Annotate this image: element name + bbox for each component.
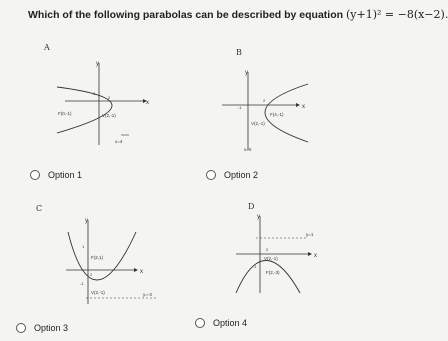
option-1-radio[interactable] bbox=[30, 170, 40, 180]
graph-d-label: D bbox=[248, 202, 255, 211]
graph-b-tick-top: 2 bbox=[263, 98, 266, 103]
graph-c-vertex-label: V(2,-1) bbox=[91, 290, 105, 295]
graph-a-vertex-label: V(2,-1) bbox=[102, 113, 116, 118]
graph-b bbox=[200, 60, 310, 160]
graph-c bbox=[48, 212, 163, 312]
graph-d-focus-label: F(2,-3) bbox=[266, 270, 280, 275]
graph-a-x-label: x bbox=[146, 100, 149, 106]
graph-c-label: C bbox=[36, 204, 43, 213]
graph-d-y-label: y bbox=[257, 214, 260, 220]
option-1-label: Option 1 bbox=[48, 170, 83, 180]
graph-c-tick-x: 2 bbox=[90, 272, 93, 277]
graph-c-focus-label: F(2,1) bbox=[91, 255, 104, 260]
question-equation: (y+1)² = −8(x−2). bbox=[345, 8, 448, 21]
graph-d-tick-left: -1 bbox=[253, 264, 257, 269]
graph-b-y-label: y bbox=[245, 70, 248, 76]
graph-d-tick-x: 2 bbox=[266, 247, 269, 252]
question-text bbox=[28, 7, 448, 23]
graph-c-tick-left: -1 bbox=[80, 281, 84, 286]
graph-a-y-label: y bbox=[96, 61, 99, 67]
graph-c-y-label: y bbox=[85, 218, 88, 224]
option-3-radio[interactable] bbox=[16, 323, 26, 333]
graph-a-tick-right: 2 bbox=[108, 95, 111, 100]
graph-d-directrix-label: y=1 bbox=[306, 232, 314, 237]
graph-c-directrix-label: y=-3 bbox=[143, 292, 152, 297]
graph-d bbox=[226, 208, 326, 298]
option-3-label: Option 3 bbox=[34, 323, 69, 333]
option-4-label: Option 4 bbox=[213, 318, 248, 328]
graph-d-x-label: x bbox=[314, 253, 317, 259]
graph-b-label: B bbox=[236, 48, 242, 57]
option-1[interactable] bbox=[30, 170, 82, 180]
graph-d-vertex-label: V(2,-1) bbox=[264, 256, 278, 261]
graph-b-directrix-label: x=0 bbox=[244, 147, 252, 152]
graph-b-vertex-label: V(2,-1) bbox=[251, 121, 265, 126]
option-4[interactable] bbox=[195, 318, 247, 328]
graph-b-focus-label: F(4,-1) bbox=[270, 112, 284, 117]
option-2-radio[interactable] bbox=[206, 170, 216, 180]
graph-a-label: A bbox=[44, 43, 50, 52]
option-3[interactable] bbox=[16, 323, 68, 333]
graph-c-tick-y: 1 bbox=[82, 244, 85, 249]
option-2-label: Option 2 bbox=[224, 170, 259, 180]
graph-a-directrix-label: x=4 bbox=[115, 139, 123, 144]
option-2[interactable] bbox=[206, 170, 258, 180]
question-prompt: Which of the following parabolas can be described by equation bbox=[28, 9, 344, 21]
graph-b-x-arrow bbox=[296, 103, 300, 107]
graph-c-x-label: x bbox=[140, 269, 143, 275]
graph-d-parabola bbox=[236, 261, 300, 294]
option-4-radio[interactable] bbox=[195, 318, 205, 328]
graph-c-x-arrow bbox=[134, 268, 138, 272]
graph-b-x-label: x bbox=[302, 104, 305, 110]
graph-a-tick-vertex: -1 bbox=[92, 91, 96, 96]
graph-b-tick-left: -1 bbox=[238, 105, 242, 110]
graph-a-focus-label: F(0,-1) bbox=[58, 111, 72, 116]
graph-d-x-arrow bbox=[308, 252, 312, 256]
graph-a-parabola bbox=[57, 87, 112, 133]
graph-a bbox=[55, 55, 155, 155]
